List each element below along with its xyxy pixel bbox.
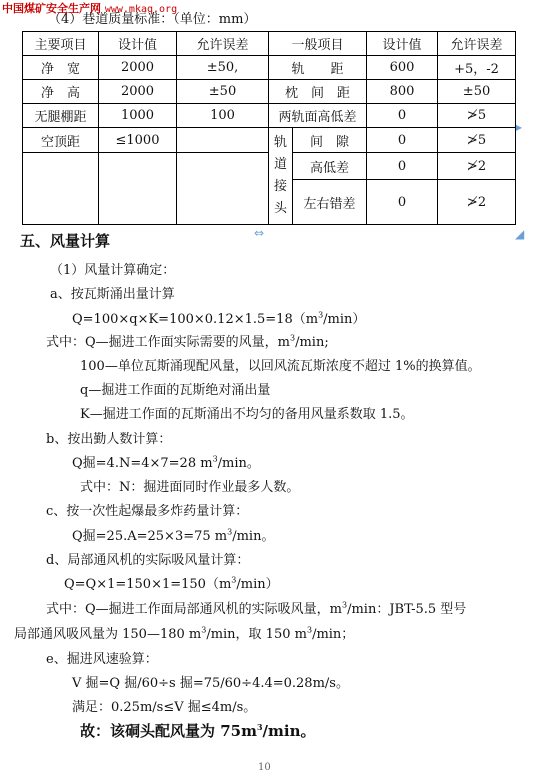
table-header: 允许误差 xyxy=(438,32,516,56)
formula-text: Q掘=25.A=25×3=75 m xyxy=(72,529,228,544)
table-row xyxy=(23,56,516,80)
superscript: 3 xyxy=(256,722,263,732)
table-cell: +5，-2 xyxy=(438,56,516,80)
superscript: 3 xyxy=(231,575,237,585)
table-row xyxy=(23,80,516,104)
table-cell: 1000 xyxy=(99,104,177,128)
formula-text: Q=100×q×K=100×0.12×1.5=18（m xyxy=(72,312,319,327)
superscript: 3 xyxy=(227,527,233,537)
where-line xyxy=(46,331,329,350)
table-cell: 0 xyxy=(367,153,438,180)
formula-unit: /min） xyxy=(323,312,366,327)
where-line: 式中：N：掘进面同时作业最多人数。 xyxy=(80,480,300,495)
item-d-title: d、局部通风机的实际吸风量计算： xyxy=(46,553,250,568)
table-cell: ±50, xyxy=(177,56,269,80)
item-c-formula xyxy=(72,525,274,544)
table-header: 允许误差 xyxy=(177,32,269,56)
table-header: 一般项目 xyxy=(269,32,367,56)
formula-text: Q=Q×1=150×1=150（m xyxy=(64,577,232,592)
conclusion xyxy=(80,720,316,741)
item-c-title: c、按一次性起爆最多炸药量计算： xyxy=(46,504,249,519)
table-cell: ±50 xyxy=(438,80,516,104)
table-cell: 空顶距 xyxy=(23,128,99,153)
table-cell: 间 隙 xyxy=(293,128,367,153)
table-cell: 无腿棚距 xyxy=(23,104,99,128)
table-cell: ≯5 xyxy=(438,128,516,153)
superscript: 3 xyxy=(201,625,207,635)
table-cell: ≯5 xyxy=(438,104,516,128)
watermark-url: www.mkaq.org xyxy=(104,4,178,15)
table-cell: 2000 xyxy=(99,56,177,80)
table-cell: 0 xyxy=(367,128,438,153)
formula-unit: /min） xyxy=(236,577,279,592)
item-e-formula: V 掘=Q 掘/60÷s 掘=75/60÷4.4=0.28m/s。 xyxy=(72,676,349,691)
table-move-handle-icon[interactable]: ⇔ xyxy=(254,226,265,240)
rail-joint-char: 头 xyxy=(273,201,287,216)
table-cell xyxy=(23,153,99,225)
where-line xyxy=(14,623,354,642)
where-unit: /min; xyxy=(295,335,329,350)
rail-joint-char: 轨 xyxy=(273,135,287,150)
rail-joint-char: 接 xyxy=(273,179,287,194)
formula-unit: /min。 xyxy=(232,529,275,544)
where-line: K—掘进工作面的瓦斯涌出不均匀的备用风量系数取 1.5。 xyxy=(80,407,414,422)
section-heading: 五、风量计算 xyxy=(20,232,111,250)
quality-standard-table xyxy=(22,31,516,225)
item-b-formula xyxy=(72,452,260,471)
item-a-title: a、按瓦斯涌出量计算 xyxy=(50,287,175,302)
table-cell: 枕 间 距 xyxy=(269,80,367,104)
table-cell xyxy=(177,153,269,225)
where-line: q—掘进工作面的瓦斯绝对涌出量 xyxy=(80,383,271,398)
table-cell: 净 宽 xyxy=(23,56,99,80)
table-cell: 0 xyxy=(367,180,438,225)
table-cell: ≤1000 xyxy=(99,128,177,153)
table-cell: ≯2 xyxy=(438,180,516,225)
item-e-satisfy: 满足：0.25m/s≤V 掘≤4m/s。 xyxy=(72,700,257,715)
formula-text: Q掘=4.N=4×7=28 m xyxy=(72,456,213,471)
table-header: 设计值 xyxy=(367,32,438,56)
formula-unit: /min。 xyxy=(217,456,260,471)
where-text: 式中：Q—掘进工作面局部通风机的实际吸风量，m xyxy=(46,602,342,617)
where-line: 100—单位瓦斯涌现配风量，以回风流瓦斯浓度不超过 1%的换算值。 xyxy=(80,359,481,374)
item-e-title: e、掘进风速验算： xyxy=(46,652,158,667)
where-unit: /min：JBT-5.5 型号 xyxy=(347,602,467,617)
where-unit: /min； xyxy=(312,627,355,642)
conclusion-text: 故：该硐头配风量为 75m xyxy=(80,722,257,740)
subsection-title: （1）风量计算确定： xyxy=(50,263,176,278)
table-header: 主要项目 xyxy=(23,32,99,56)
rail-joint-label xyxy=(269,128,293,225)
table-cell: 左右错差 xyxy=(293,180,367,225)
table-cell: 100 xyxy=(177,104,269,128)
table-row xyxy=(23,128,516,153)
item-a-formula xyxy=(72,308,365,327)
table-cell: 高低差 xyxy=(293,153,367,180)
watermark-site: 中国煤矿安全生产网 xyxy=(2,2,101,15)
table-cell xyxy=(99,153,177,225)
where-text: 式中：Q—掘进工作面实际需要的风量，m xyxy=(46,335,290,350)
superscript: 3 xyxy=(342,600,348,610)
table-cell: 净 高 xyxy=(23,80,99,104)
table-cell xyxy=(177,128,269,153)
table-cell: ±50 xyxy=(177,80,269,104)
table-cell: 轨 距 xyxy=(269,56,367,80)
superscript: 3 xyxy=(306,625,313,635)
superscript: 3 xyxy=(318,310,324,320)
item-b-title: b、按出勤人数计算： xyxy=(46,432,172,447)
table-row xyxy=(23,104,516,128)
page-number: 10 xyxy=(258,762,271,773)
table-header-row xyxy=(23,32,516,56)
table-caption: （4）巷道质量标准：（单位：mm） xyxy=(48,12,257,27)
superscript: 3 xyxy=(212,454,218,464)
where-line xyxy=(46,598,466,617)
table-header: 设计值 xyxy=(99,32,177,56)
table-cell: 两轨面高低差 xyxy=(269,104,367,128)
table-cell: 2000 xyxy=(99,80,177,104)
table-cell: 800 xyxy=(367,80,438,104)
table-cell: 600 xyxy=(367,56,438,80)
table-cell: ≯2 xyxy=(438,153,516,180)
where-text: /min，取 150 m xyxy=(206,627,307,642)
rail-joint-char: 道 xyxy=(273,157,287,172)
superscript: 3 xyxy=(290,333,296,343)
table-resize-handle-icon[interactable]: ▸ xyxy=(516,120,523,134)
table-corner-handle-icon[interactable]: ◢ xyxy=(515,227,525,241)
table-cell: 0 xyxy=(367,104,438,128)
item-d-formula xyxy=(64,573,279,592)
where-text: 局部通风吸风量为 150—180 m xyxy=(14,627,202,642)
conclusion-unit: /min。 xyxy=(262,722,316,740)
